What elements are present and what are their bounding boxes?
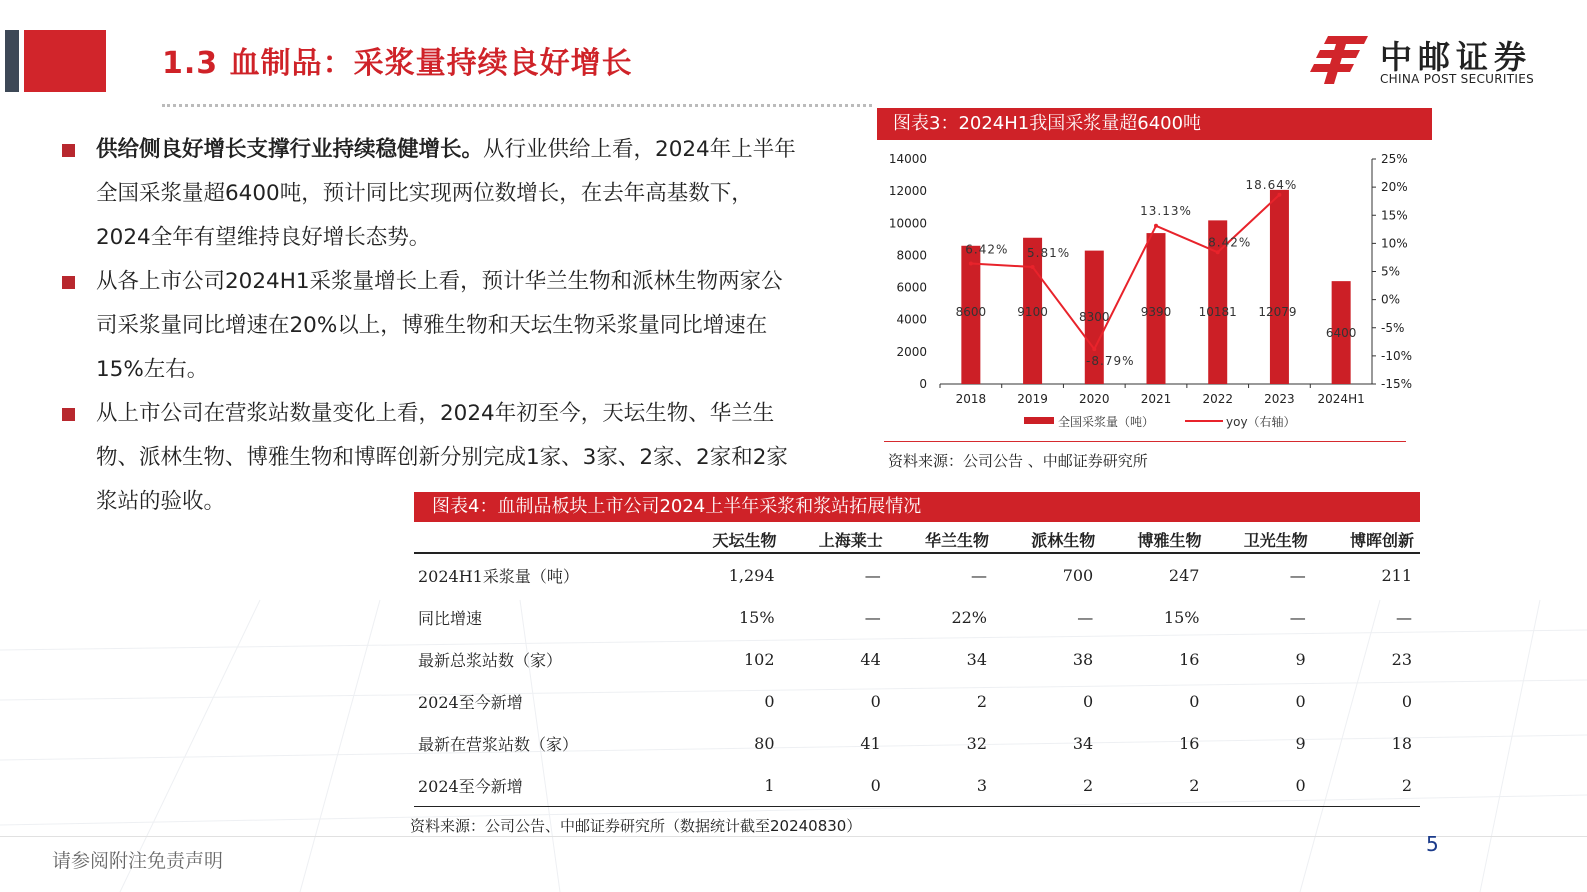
table-row [414,764,1420,807]
table-cell: 9 [1295,733,1306,753]
yoy-point [1092,347,1096,351]
x-tick-label: 2022 [1202,392,1233,406]
x-tick-label: 2019 [1017,392,1048,406]
y-tick-label-left: 4000 [896,312,927,327]
yoy-value-label: 5.81% [1027,245,1071,260]
row-label: 2024至今新增 [418,692,523,712]
y-tick-label-left: 12000 [888,184,927,199]
header-accent-dark [5,30,19,92]
x-tick-label: 2021 [1140,392,1172,406]
table-row [414,596,1420,638]
row-label: 2024H1采浆量（吨） [418,566,579,586]
column-header-blank [414,526,676,553]
table-cell: 0 [870,691,881,711]
y-tick-label-right: 25% [1381,152,1408,166]
row-label: 同比增速 [418,608,483,628]
table-cell: 2 [976,691,987,711]
title-divider [162,104,872,107]
table-row [414,638,1420,680]
bullet-bold: 供给侧良好增长支撑行业持续稳健增长。 [96,137,484,162]
x-tick-label: 2023 [1264,392,1295,406]
yoy-point [1031,265,1035,269]
column-header: 派林生物 [1031,530,1096,550]
table-cell: 0 [1083,691,1094,711]
yoy-value-label: 13.13% [1140,203,1192,218]
logo-text-en: CHINA POST SECURITIES [1380,72,1534,86]
x-tick-label: 2018 [955,392,987,406]
table-cell: 0 [870,775,881,795]
bar-value-label: 8300 [1079,310,1110,324]
bullet-square-icon [62,408,75,421]
table-cell: 15% [1163,607,1200,627]
yoy-value-label: 18.64% [1245,177,1298,192]
y-tick-label-left: 2000 [896,344,927,359]
bar-value-label: 8600 [955,305,987,319]
row-label: 最新在营浆站数（家） [418,734,579,754]
yoy-value-label: 6.42% [965,242,1009,257]
bullet-item [60,260,800,392]
bar-value-label: 6400 [1325,326,1357,340]
y-tick-label-right: 10% [1381,236,1408,251]
table-cell: 102 [743,649,775,669]
column-header: 天坛生物 [712,530,777,550]
table-header: 图表4：血制品板块上市公司2024上半年采浆和浆站拓展情况 [414,492,1420,522]
table-header-row [414,526,1420,553]
table-cell: 211 [1381,565,1412,585]
bullet-list [60,128,800,524]
table-cell: 9 [1295,649,1306,669]
table-cell: 41 [860,733,881,753]
yoy-point [1154,224,1158,228]
table-cell: 80 [754,733,775,753]
table-row [414,722,1420,764]
bar-value-label: 12079 [1258,305,1297,319]
table-cell: 34 [1072,733,1094,753]
table-cell: 32 [966,733,987,753]
yoy-point [1216,250,1220,254]
table-cell: 0 [764,691,775,711]
table-cell: — [971,565,987,585]
y-tick-label-right: -5% [1381,320,1405,335]
table-cell: 16 [1179,649,1200,669]
y-tick-label-right: 20% [1381,180,1408,195]
y-tick-label-left: 10000 [888,216,927,231]
yoy-value-label: 8.42% [1208,235,1252,250]
bar-value-label: 9100 [1017,305,1048,319]
y-tick-label-right: -15% [1381,377,1413,391]
yoy-point [1277,193,1281,197]
table-cell: — [1289,565,1306,585]
table-source: 资料来源：公司公告、中邮证券研究所（数据统计截至20240830） [410,817,862,835]
y-tick-label-left: 0 [919,377,927,391]
chart-source: 资料来源：公司公告 、中邮证券研究所 [888,452,1148,470]
column-header: 博晖创新 [1349,530,1414,550]
table-cell: 0 [1295,691,1306,711]
y-tick-label-right: 15% [1381,208,1408,223]
table-cell: 16 [1179,733,1200,753]
table-cell: 22% [951,607,987,627]
column-header: 上海莱士 [818,530,883,550]
footer-divider [0,836,1587,837]
table-cell: 15% [738,607,775,627]
table-cell: 18 [1391,733,1412,753]
logo-text-cn: 中邮证券 [1380,38,1533,76]
page-number: 5 [1426,832,1439,856]
table-cell: 700 [1062,565,1094,585]
table-cell: 247 [1168,565,1200,585]
column-header: 华兰生物 [924,530,989,550]
table-cell: 0 [1401,691,1412,711]
y-tick-label-right: -10% [1381,348,1413,363]
table-cell: — [1289,607,1306,627]
yoy-point [969,262,973,266]
x-tick-label: 2024H1 [1317,392,1365,406]
table-cell: 38 [1072,649,1094,669]
page-title: 1.3 血制品：采浆量持续良好增长 [162,46,633,81]
china-post-logo-icon [1310,32,1372,90]
yoy-line [971,195,1280,349]
x-tick-label: 2020 [1079,392,1110,406]
table-cell: — [864,565,881,585]
y-tick-label-right: 5% [1381,264,1401,279]
table-cell: — [864,607,881,627]
plasma-volume-chart [877,140,1432,438]
table-cell: 23 [1391,649,1412,669]
row-label: 2024至今新增 [418,776,523,796]
table-cell: 44 [860,649,881,669]
column-header: 博雅生物 [1137,530,1202,550]
column-header: 卫光生物 [1243,530,1308,550]
y-tick-label-left: 8000 [896,248,927,263]
bar-value-label: 10181 [1198,305,1237,319]
chart-source-divider [884,441,1406,442]
bullet-text: 从各上市公司2024H1采浆量增长上看，预计华兰生物和派林生物两家公司采浆量同比增速在20%以上，博雅生物和天坛生物采浆量同比增速在15%左右。 [96,269,783,382]
table-cell: 2 [1401,775,1412,795]
table-cell: 0 [1189,691,1200,711]
bar [1270,190,1289,384]
table-cell: — [1077,607,1094,627]
bullet-square-icon [62,276,75,289]
company-logo [1310,32,1560,92]
header-accent-red [24,30,106,92]
legend-bar-swatch [1024,417,1054,424]
bullet-text: 从行业供给上看，2024年上半年全国采浆量超6400吨，预计同比实现两位数增长，在去年高基数下，2024全年有望维持良好增长态势。 [96,137,796,250]
bullet-item [60,128,800,260]
table-cell: 2 [1083,775,1094,795]
table-cell: 34 [966,649,987,669]
plasma-station-table [414,526,1420,807]
table-cell: 3 [976,775,987,795]
y-tick-label-left: 14000 [888,152,927,166]
legend-bar-label: 全国采浆量（吨） [1058,415,1155,429]
bar-value-label: 9390 [1140,305,1172,319]
bullet-text: 从上市公司在营浆站数量变化上看，2024年初至今，天坛生物、华兰生物、派林生物、博雅生物和博晖创新分别完成1家、3家、2家、2家和2家浆站的验收。 [96,401,788,514]
chart-header: 图表3：2024H1我国采浆量超6400吨 [877,108,1432,140]
table-cell: 0 [1295,775,1306,795]
legend-line-label: yoy（右轴） [1226,415,1296,429]
table-row [414,680,1420,722]
table-cell: 1 [764,775,775,795]
y-tick-label-left: 6000 [896,280,927,295]
table-row [414,553,1420,596]
y-tick-label-right: 0% [1381,292,1401,307]
disclaimer: 请参阅附注免责声明 [52,850,224,872]
row-label: 最新总浆站数（家） [418,650,563,670]
table-cell: 1,294 [728,565,775,585]
bullet-square-icon [62,144,75,157]
yoy-value-label: -8.79% [1086,354,1135,369]
table-cell: — [1396,607,1412,627]
table-cell: 2 [1189,775,1200,795]
